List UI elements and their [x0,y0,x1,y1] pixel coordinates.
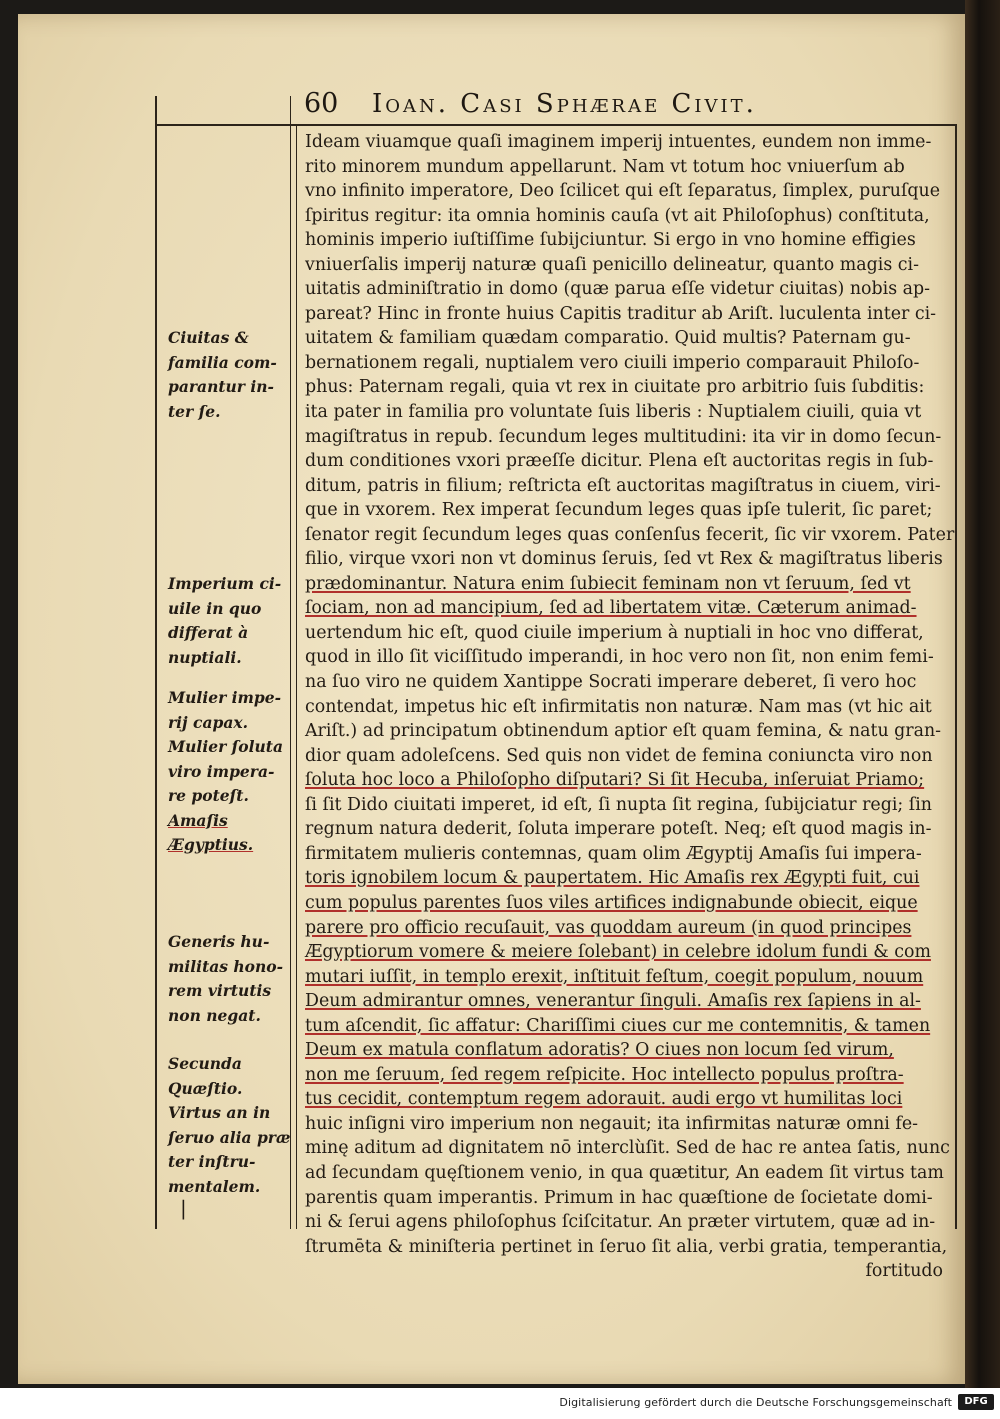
marginal-note-line: nuptiali. [168,647,242,667]
marginal-note-line: Imperium ci- [168,574,282,593]
text-line: uitatem & familiam quædam comparatio. Quid multis? Paternam gu- [305,328,911,349]
frame-rule-top [155,124,955,126]
main-text [305,130,955,1284]
marginal-note-line: rem virtutis [168,981,272,1000]
text-line: rito minorem mundum appellarunt. Nam vt totum hoc vniuerſum ab [305,156,905,177]
text-line: bernationem regali, nuptialem vero ciuili imperio comparauit Philoſo- [305,352,920,373]
text-line: uertendum hic eſt, quod ciuile imperium à nuptiali in hoc vno differat, [305,622,924,643]
marginal-note-line: Mulier impe- [168,688,282,707]
text-line: ita pater in familia pro voluntate ſuis liberis : Nuptialem ciuili, quia vt [305,402,922,423]
text-line: dum conditiones vxori præeſſe dicitur. Plena eſt auctoritas regis in ſub- [305,451,934,472]
text-line: hominis imperio iuſtiſſime ſubijciuntur. Si ergo in vno homine effigies [305,230,916,251]
marginal-note-line: ter inſtru- [168,1152,256,1171]
marginal-note-line: Virtus an in [168,1103,271,1122]
marginal-note-line: militas hono- [168,956,284,976]
text-line: ad ſecundam quęſtionem venio, in qua quætitur, An eadem ſit virtus tam [305,1162,944,1183]
text-line: regnum natura dederit, ſoluta imperare poteſt. Neq; eſt quod magis in- [305,819,932,840]
margin-divider [290,96,291,1229]
marginal-note [168,572,286,670]
text-line: ditum, patris in filium; reſtricta eſt auctoritas magiſtratus in ciuem, viri- [305,475,941,496]
marginal-note [168,930,286,1028]
text-line: mutari iuſſit, in templo erexit, inſtituit feſtum, coegit populum, nouum [305,966,924,987]
frame-rule-left [155,96,157,1229]
marginal-note-line: viro impera- [168,761,275,781]
text-line: tus cecidit, contemptum regem adorauit. audi ergo vt humilitas loci [305,1089,903,1110]
marginal-note-line: mentalem. [168,1176,261,1196]
page-number: 60 [304,88,339,119]
text-line: tum aſcendit, ſic affatur: Chariſſimi ciues cur me contemnitis, & tamen [305,1015,931,1036]
text-line: ſi ſit Dido ciuitati imperet, id eſt, ſi nupta ſit regina, ſubijciatur regi; ſin [305,794,932,815]
text-line: vniuerſalis imperij naturæ quaſi penicillo delineatur, quanto magis ci- [305,254,919,275]
marginal-note [168,326,286,424]
marginal-note-line: ſeruo alia præ [168,1127,291,1147]
text-line: prædominantur. Natura enim ſubiecit feminam non vt ſeruum, ſed vt [305,573,911,594]
text-line: toris ignobilem locum & paupertatem. Hic Amaſis rex Ægypti fuit, cui [305,868,920,889]
marginal-note-line: uile in quo [168,598,262,618]
marginal-note-line: ter ſe. [168,401,221,421]
frame-rule-right [955,124,957,1229]
text-line: parere pro officio recuſauit, vas quoddam aureum (in quod principes [305,917,912,938]
text-line: Deum ex matula conflatum adoratis? O ciues non locum ſed virum, [305,1040,894,1061]
marginal-note-line: Quæſtio. [168,1078,243,1098]
marginal-note-line: Amaſis [168,810,228,830]
marginal-note-line: familia com- [168,352,277,372]
text-line: ni & ſerui agens philoſophus ſciſcitatur. An præter virtutem, quæ ad in- [305,1212,936,1233]
marginal-note-line: Secunda [168,1054,242,1073]
text-line: vno infinito imperatore, Deo ſcilicet qui eſt ſeparatus, ſimplex, puruſque [305,181,941,202]
text-line: Ægyptiorum vomere & meiere ſolebant) in celebre idolum fundi & com [305,942,931,963]
marginal-note-line: Ciuitas & [168,328,249,347]
text-line: ſoluta hoc loco a Philoſopho diſputari? Si ſit Hecuba, inſeruiat Priamo; [305,770,925,791]
marginal-note-line: Generis hu- [168,932,270,951]
text-line: ſenator regit ſecundum leges quas conſenſus fecerit, ſic vir vxorem. Pater [305,524,955,545]
text-line: non me ſeruum, ſed regem reſpicite. Hoc intellecto populus proſtra- [305,1064,904,1085]
text-line: filio, virque vxori non vt dominus ſeruis, ſed vt Rex & magiſtratus liberis [305,549,943,570]
marginal-note-line: differat à [168,623,249,642]
text-line: pareat? Hinc in fronte huius Capitis traditur ab Ariſt. luculenta inter ci- [305,303,937,324]
text-line: ſtrumēta & miniſteria pertinet in ſeruo ſit alia, verbi gratia, temperantia, [305,1236,948,1257]
text-line: firmitatem mulieris contemnas, quam olim Ægyptij Amaſis ſui impera- [305,843,922,864]
footer-text: Digitalisierung gefördert durch die Deutsche Forschungsgemeinschaft [559,1396,952,1409]
text-line: ſociam, non ad mancipium, ſed ad libertatem vitæ. Cæterum animad- [305,598,917,619]
marginal-note [168,686,286,858]
marginal-note-line: Ægyptius. [168,835,254,854]
marginal-note-line: parantur in- [168,377,274,396]
text-line: Ideam viuamque quaſi imaginem imperij intuentes, eundem non imme- [305,132,932,152]
text-line: huic inſigni viro imperium non negauit; ita infirmitas naturæ omni fe- [305,1113,918,1134]
running-head: Ioan. Casi Sphærae Civit. [372,89,757,119]
text-line: magiſtratus in repub. ſecundum leges multitudini: ita vir in domo ſecun- [305,426,942,447]
text-line: parentis quam imperantis. Primum in hac quæſtione de ſocietate domi- [305,1187,933,1208]
text-line: na ſuo viro ne quidem Xantippe Socrati imperare deberet, ſi vero hoc [305,672,917,693]
marginal-note-line: non negat. [168,1005,261,1025]
text-line: Deum admirantur omnes, venerantur ſinguli. Amaſis rex ſapiens in al- [305,991,921,1012]
marginal-note-line: Mulier ſoluta [168,737,283,756]
text-line: dior quam adoleſcens. Sed quis non videt de femina coniuncta viro non [305,745,933,766]
text-line: cum populus parentes ſuos viles artifices indignabunde obiecit, eique [305,892,918,913]
margin-mark: | [180,1196,187,1220]
marginal-note-line: rij capax. [168,712,249,732]
text-line: phus: Paternam regali, quia vt rex in ciuitate pro arbitrio ſuis ſubditis: [305,377,925,398]
page-header [300,88,950,122]
text-line: minę aditum ad dignitatem nō interclùſit. Sed de hac re antea ſatis, nunc [305,1138,950,1159]
marginal-note-line: re poteſt. [168,786,249,805]
margin-divider-inner [296,124,297,1229]
text-line: Ariſt.) ad principatum obtinendum aptior eſt quam femina, & natu gran- [305,721,942,742]
text-line: quod in illo ſit viciſſitudo imperandi, in hoc vero non ſit, non enim femi- [305,647,934,668]
text-line: que in vxorem. Rex imperat ſecundum leges quas ipſe tulerit, ſic paret; [305,500,933,521]
marginal-note [168,1052,291,1199]
text-line: uitatis adminiſtratio in domo (quæ parua eſſe videtur ciuitas) nobis ap- [305,279,931,300]
book-edge [965,0,1000,1419]
text-line: fortitudo [865,1261,943,1282]
text-line: ſpiritus regitur: ita omnia hominis cauſa (vt ait Philoſophus) conſtituta, [305,205,930,226]
text-line: contendat, impetus hic eſt infirmitatis non naturæ. Nam mas (vt hic ait [305,696,932,717]
dfg-logo: DFG [958,1394,994,1410]
